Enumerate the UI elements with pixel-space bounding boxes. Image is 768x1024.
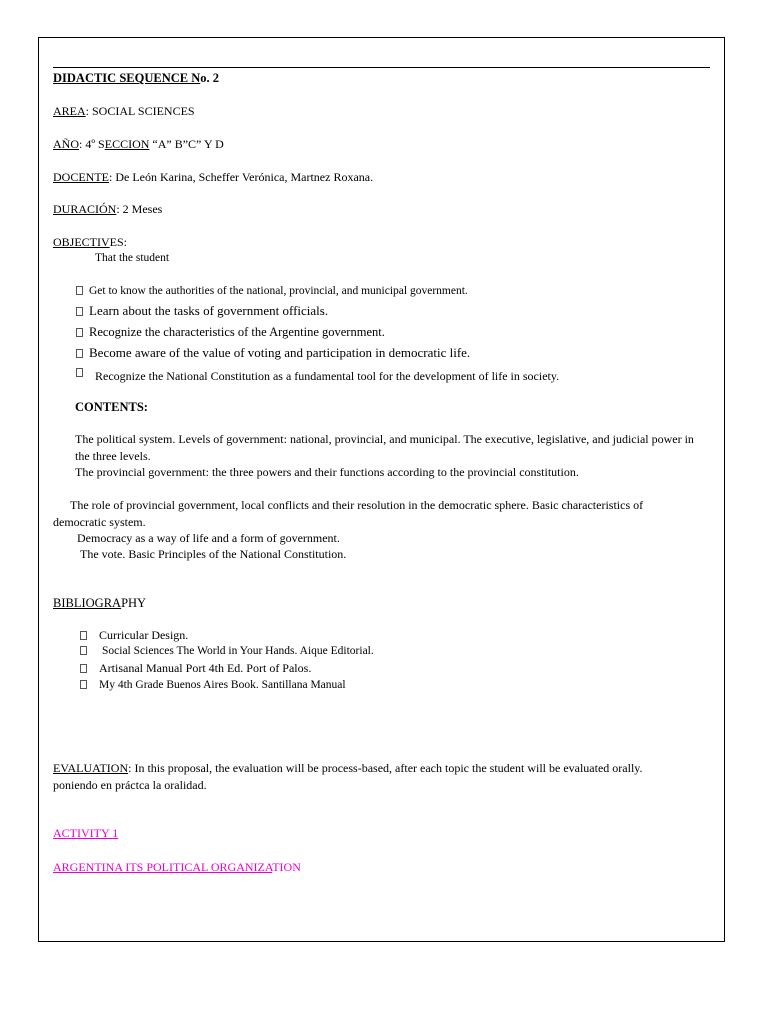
objective-text: Recognize the National Constitution as a fundamental tool for the development of life in society. xyxy=(95,369,560,383)
bibliography-item xyxy=(80,644,374,658)
objectives-label: OBJECTIV xyxy=(53,235,110,249)
bibliography-item xyxy=(80,678,346,692)
bibliography-label: BIBLIOGRA xyxy=(53,596,122,610)
bullet-icon xyxy=(80,664,87,673)
bullet-icon xyxy=(76,286,83,295)
bullet-icon xyxy=(76,368,83,377)
objective-item xyxy=(76,346,470,360)
objective-text: Learn about the tasks of government officials. xyxy=(89,303,329,318)
contents-paragraph-line: democratic system. xyxy=(53,515,146,529)
area-row xyxy=(53,104,195,118)
objective-item xyxy=(76,325,385,339)
contents-paragraph-line: The vote. Basic Principles of the National Constitution. xyxy=(80,547,347,561)
year-value-b: “A” B”C” Y D xyxy=(149,137,224,151)
evaluation-text: : In this proposal, the evaluation will be process-based, after each topic the student will be evaluated orally. xyxy=(128,761,643,775)
activity-subtitle-rest: TION xyxy=(272,860,301,874)
header-rule xyxy=(53,67,710,68)
bullet-icon xyxy=(76,349,83,358)
evaluation-row xyxy=(53,761,643,775)
contents-heading: CONTENTS: xyxy=(75,400,148,414)
activity-title: ACTIVITY 1 xyxy=(53,826,119,840)
objective-item xyxy=(76,284,468,298)
bibliography-text: Artisanal Manual Port 4th Ed. Port of Palos. xyxy=(99,661,312,675)
objective-item xyxy=(76,368,559,383)
year-value-a: : 4º S xyxy=(79,137,105,151)
bullet-icon xyxy=(80,680,87,689)
year-row xyxy=(53,137,224,151)
duration-row xyxy=(53,202,162,216)
bullet-icon xyxy=(80,631,87,640)
bibliography-item xyxy=(80,661,311,675)
document-title xyxy=(53,71,219,85)
evaluation-label: EVALUATION xyxy=(53,761,129,775)
objectives-heading xyxy=(53,235,127,249)
document-title-underlined: DIDACTIC SEQUENCE N xyxy=(53,71,201,85)
bullet-icon xyxy=(76,328,83,337)
area-value: : SOCIAL SCIENCES xyxy=(85,104,195,118)
contents-paragraph-line: the three levels. xyxy=(75,449,151,463)
contents-paragraph-line: Democracy as a way of life and a form of government. xyxy=(77,531,340,545)
bibliography-heading xyxy=(53,596,146,610)
bibliography-text: Social Sciences The World in Your Hands. Aique Editorial. xyxy=(102,645,374,657)
objective-item xyxy=(76,304,328,318)
year-label: AÑO xyxy=(53,137,79,151)
evaluation-line-2: poniendo en práctca la oralidad. xyxy=(53,778,207,792)
objective-text: Recognize the characteristics of the Argentine government. xyxy=(89,325,385,339)
objectives-label-rest: ES: xyxy=(109,235,128,249)
contents-paragraph-line: The provincial government: the three powers and their functions according to the provincial constitution. xyxy=(75,465,579,479)
year-value-underlined: ECCION xyxy=(104,137,150,151)
contents-paragraph-line: The role of provincial government, local conflicts and their resolution in the democratic sphere. Basic characteristics of xyxy=(70,498,644,512)
bibliography-item xyxy=(80,628,188,642)
teacher-value: : De León Karina, Scheffer Verónica, Martnez Roxana. xyxy=(109,170,374,184)
contents-paragraph-line: The political system. Levels of government: national, provincial, and municipal. The executive, legislative, and judicial power in xyxy=(75,432,694,446)
bibliography-text: My 4th Grade Buenos Aires Book. Santillana Manual xyxy=(99,679,346,691)
area-label: AREA xyxy=(53,104,86,118)
bullet-icon xyxy=(80,646,87,655)
activity-subtitle-underlined: ARGENTINA ITS POLITICAL ORGANIZA xyxy=(53,860,273,874)
objective-text: Get to know the authorities of the national, provincial, and municipal government. xyxy=(89,285,468,297)
objective-text: Become aware of the value of voting and participation in democratic life. xyxy=(89,345,471,360)
document-title-rest: o. 2 xyxy=(200,71,219,85)
bibliography-label-rest: PHY xyxy=(121,596,147,610)
bibliography-text: Curricular Design. xyxy=(99,628,189,642)
objectives-intro: That the student xyxy=(95,252,170,264)
bullet-icon xyxy=(76,307,83,316)
activity-subtitle xyxy=(53,860,301,874)
teacher-label: DOCENTE xyxy=(53,170,109,184)
duration-label: DURACIÓN xyxy=(53,202,117,216)
duration-value: : 2 Meses xyxy=(116,202,163,216)
teacher-row xyxy=(53,170,373,184)
